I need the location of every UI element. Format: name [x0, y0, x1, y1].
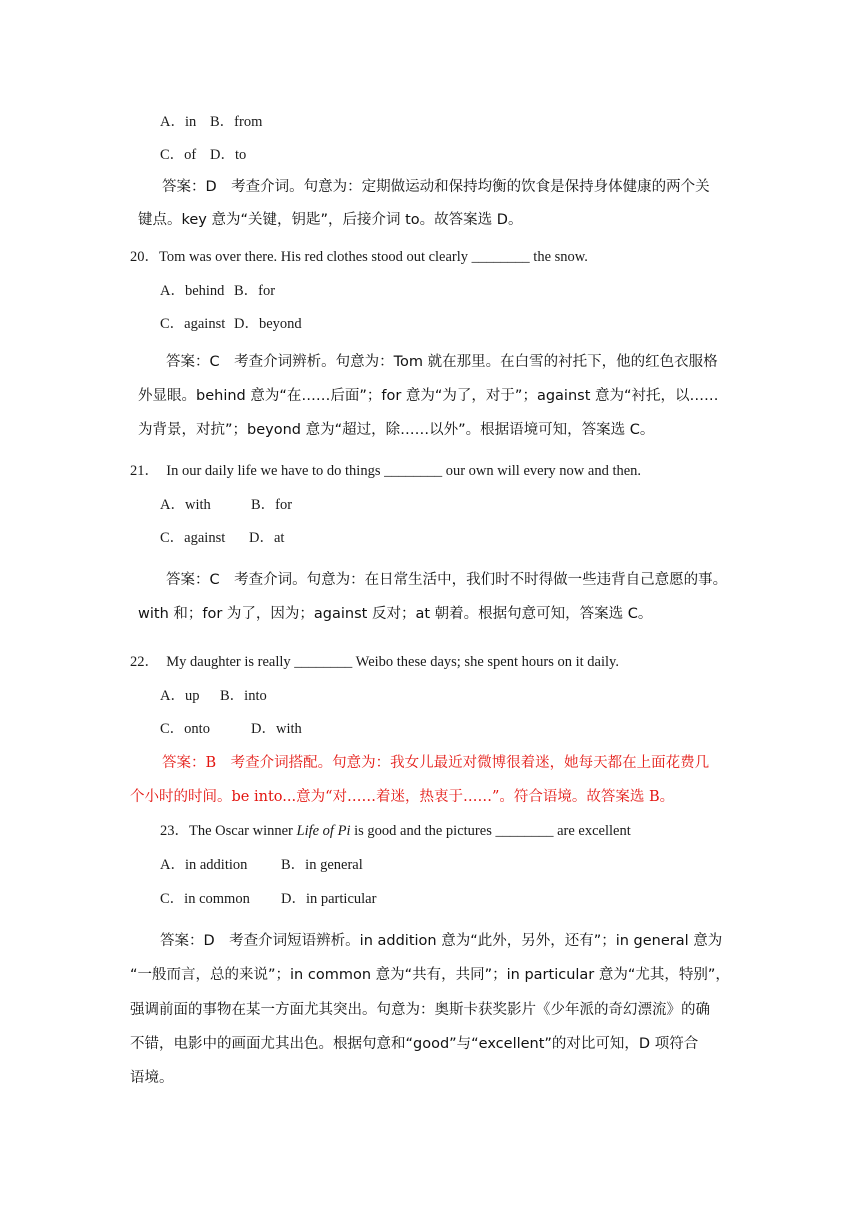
q21-answer-line1: 答案：C 考查介词。句意为：在日常生活中，我们时不时得做一些违背自己意愿的事。	[166, 572, 728, 588]
q20-answer-line3: 为背景，对抗”；beyond 意为“超过，除……以外”。根据语境可知，答案选 C。	[138, 422, 655, 438]
q23-option-b: B．in general	[281, 857, 363, 873]
q22-option-b: B．into	[220, 688, 267, 704]
q23-answer-line4: 不错，电影中的画面尤其出色。根据句意和“good”与“excellent”的对比可知，D 项符合	[130, 1036, 699, 1052]
q23-stem-film-title: Life of Pi	[296, 823, 351, 839]
q23-stem-suffix: is good and the pictures ________ are excellent	[350, 823, 631, 839]
q19-answer-line1: 答案：D 考查介词。句意为：定期做运动和保持均衡的饮食是保持身体健康的两个关	[162, 179, 710, 195]
q21-option-a: A．with	[160, 497, 211, 513]
q22-options-row2	[160, 719, 302, 739]
q23-options-row2	[160, 889, 376, 909]
q21-options-row1	[160, 495, 292, 515]
q22-options-row1	[160, 686, 267, 706]
q19-option-d: D．to	[210, 147, 247, 163]
q21-answer-line2: with 和；for 为了，因为；against 反对；at 朝着。根据句意可知，答案选 C。	[138, 606, 653, 622]
q19-option-c: C．of	[160, 147, 197, 163]
q22-option-c: C．onto	[160, 721, 210, 737]
q21-option-b: B．for	[251, 497, 293, 513]
q23-answer-line3: 强调前面的事物在某一方面尤其突出。句意为：奥斯卡获奖影片《少年派的奇幻漂流》的确	[130, 1002, 710, 1018]
q20-option-d: D．beyond	[234, 316, 302, 332]
q23-options-row1	[160, 855, 363, 875]
q19-options-row2	[160, 145, 246, 165]
q19-option-b: B．from	[210, 114, 263, 130]
q20-options-row2	[160, 314, 302, 334]
q23-answer-line5: 语境。	[130, 1070, 174, 1086]
q22-answer-line1: 答案：B 考查介词搭配。句意为：我女儿最近对微博很着迷，她每天都在上面花费几	[162, 755, 710, 771]
q21-option-c: C．against	[160, 530, 226, 546]
q23-stem-prefix: 23．The Oscar winner	[160, 823, 297, 839]
q20-option-c: C．against	[160, 316, 226, 332]
q20-option-b: B．for	[234, 283, 276, 299]
q22-stem: 22． My daughter is really ________ Weibo these days; she spent hours on it daily.	[130, 654, 619, 670]
q20-answer-line1: 答案：C 考查介词辨析。句意为：Tom 就在那里。在白雪的衬托下，他的红色衣服格	[166, 354, 718, 370]
q23-option-c: C．in common	[160, 891, 250, 907]
q22-answer-line2: 个小时的时间。be into...意为“对……着迷，热衷于……”。符合语境。故答案选 B。	[130, 789, 675, 805]
q20-option-a: A．behind	[160, 283, 225, 299]
q23-stem	[160, 821, 631, 841]
q21-stem: 21． In our daily life we have to do things ________ our own will every now and then.	[130, 463, 642, 479]
q20-options-row1	[160, 281, 275, 301]
q23-option-d: D．in particular	[281, 891, 377, 907]
q23-option-a: A．in addition	[160, 857, 248, 873]
q19-answer-line2: 键点。key 意为“关键，钥匙”，后接介词 to。故答案选 D。	[138, 212, 523, 228]
q21-option-d: D．at	[249, 530, 285, 546]
q23-answer-line2: “一般而言，总的来说”；in common 意为“共有，共同”；in particular 意为“尤其，特别”，	[130, 967, 730, 983]
q20-stem: 20．Tom was over there. His red clothes stood out clearly ________ the snow.	[130, 249, 588, 265]
q19-option-a: A．in	[160, 114, 197, 130]
q19-options-row1	[160, 112, 262, 132]
q22-option-d: D．with	[251, 721, 302, 737]
q20-answer-line2: 外显眼。behind 意为“在……后面”；for 意为“为了，对于”；against 意为“衬托，以……	[138, 388, 719, 404]
q21-options-row2	[160, 528, 284, 548]
q23-answer-line1: 答案：D 考查介词短语辨析。in addition 意为“此外，另外，还有”；in general 意为	[160, 933, 723, 949]
q22-option-a: A．up	[160, 688, 200, 704]
